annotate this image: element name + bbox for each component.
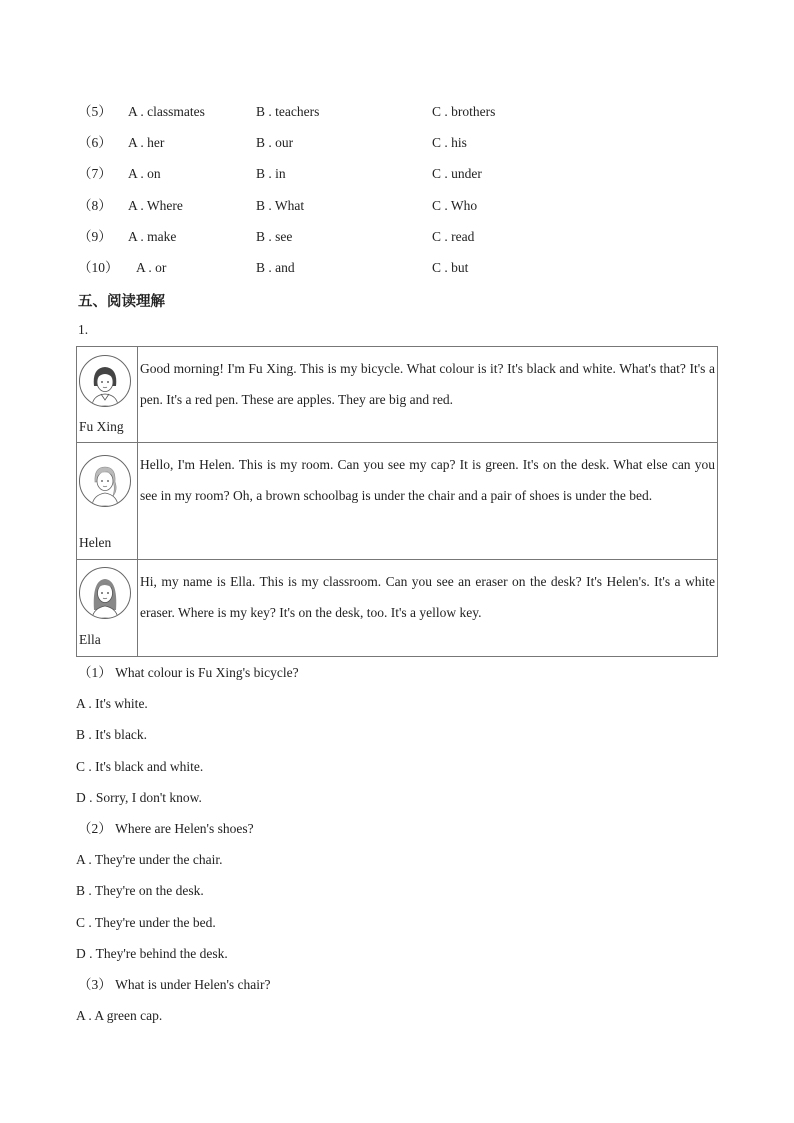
girl-short-hair-icon (79, 355, 131, 407)
answer-choice: A . A green cap. (76, 1008, 163, 1023)
answer-choice: D . Sorry, I don't know. (76, 790, 202, 805)
option-row (0, 164, 794, 184)
portrait-cell (77, 443, 138, 560)
item-number: （5） (78, 104, 112, 119)
choice-c: C . Who (432, 198, 478, 213)
choice-b: B . in (256, 166, 286, 181)
passage-row (77, 560, 718, 657)
girl-ponytail-icon (79, 455, 131, 507)
choice-b: B . What (256, 198, 305, 213)
question-stem: （1） What colour is Fu Xing's bicycle? (78, 665, 299, 680)
passage-text: Good morning! I'm Fu Xing. This is my bicycle. What colour is it? It's black and white. What's that? It's a pen. It's a red pen. These are apples. They are big and red. (138, 347, 718, 443)
passage-row (77, 347, 718, 443)
portrait-cell (77, 560, 138, 657)
option-row (0, 258, 794, 278)
choice-a: A . make (128, 229, 177, 244)
question-stem: （2） Where are Helen's shoes? (78, 821, 254, 836)
choice-a: A . her (128, 135, 165, 150)
choice-a: A . or (136, 260, 167, 275)
item-number: （9） (78, 229, 112, 244)
reading-table (76, 346, 718, 657)
question-index: 1. (78, 322, 89, 337)
item-number: （10） (78, 260, 119, 275)
choice-b: B . see (256, 229, 293, 244)
answer-choice: B . It's black. (76, 727, 148, 742)
item-number: （8） (78, 198, 112, 213)
choice-c: C . read (432, 229, 475, 244)
answer-choice: C . It's black and white. (76, 759, 204, 774)
choice-a: A . classmates (128, 104, 205, 119)
passage-text: Hello, I'm Helen. This is my room. Can you see my cap? It is green. It's on the desk. What else can you see in my room? Oh, a brown schoolbag is under the chair and a pair of shoes is under the bed. (138, 443, 718, 560)
girl-long-hair-icon (79, 567, 131, 619)
choice-c: C . his (432, 135, 467, 150)
choice-c: C . but (432, 260, 469, 275)
portrait-cell (77, 347, 138, 443)
choice-b: B . and (256, 260, 295, 275)
person-name: Helen (79, 535, 112, 550)
passage-row (77, 443, 718, 560)
section-title: 五、阅读理解 (78, 294, 165, 310)
answer-choice: C . They're under the bed. (76, 915, 216, 930)
question-stem: （3） What is under Helen's chair? (78, 977, 271, 992)
person-name: Ella (79, 632, 101, 647)
option-row (0, 133, 794, 153)
answer-choice: A . It's white. (76, 696, 148, 711)
choice-a: A . on (128, 166, 161, 181)
item-number: （6） (78, 135, 112, 150)
choice-c: C . brothers (432, 104, 496, 119)
option-row (0, 227, 794, 247)
choice-b: B . teachers (256, 104, 320, 119)
option-row (0, 196, 794, 216)
answer-choice: A . They're under the chair. (76, 852, 223, 867)
answer-choice: D . They're behind the desk. (76, 946, 228, 961)
item-number: （7） (78, 166, 112, 181)
choice-c: C . under (432, 166, 482, 181)
choice-b: B . our (256, 135, 294, 150)
passage-text: Hi, my name is Ella. This is my classroom. Can you see an eraser on the desk? It's Helen's. It's a white eraser. Where is my key? It's on the desk, too. It's a yellow key. (138, 560, 718, 657)
option-row (0, 102, 794, 122)
person-name: Fu Xing (79, 419, 124, 434)
answer-choice: B . They're on the desk. (76, 883, 204, 898)
choice-a: A . Where (128, 198, 183, 213)
